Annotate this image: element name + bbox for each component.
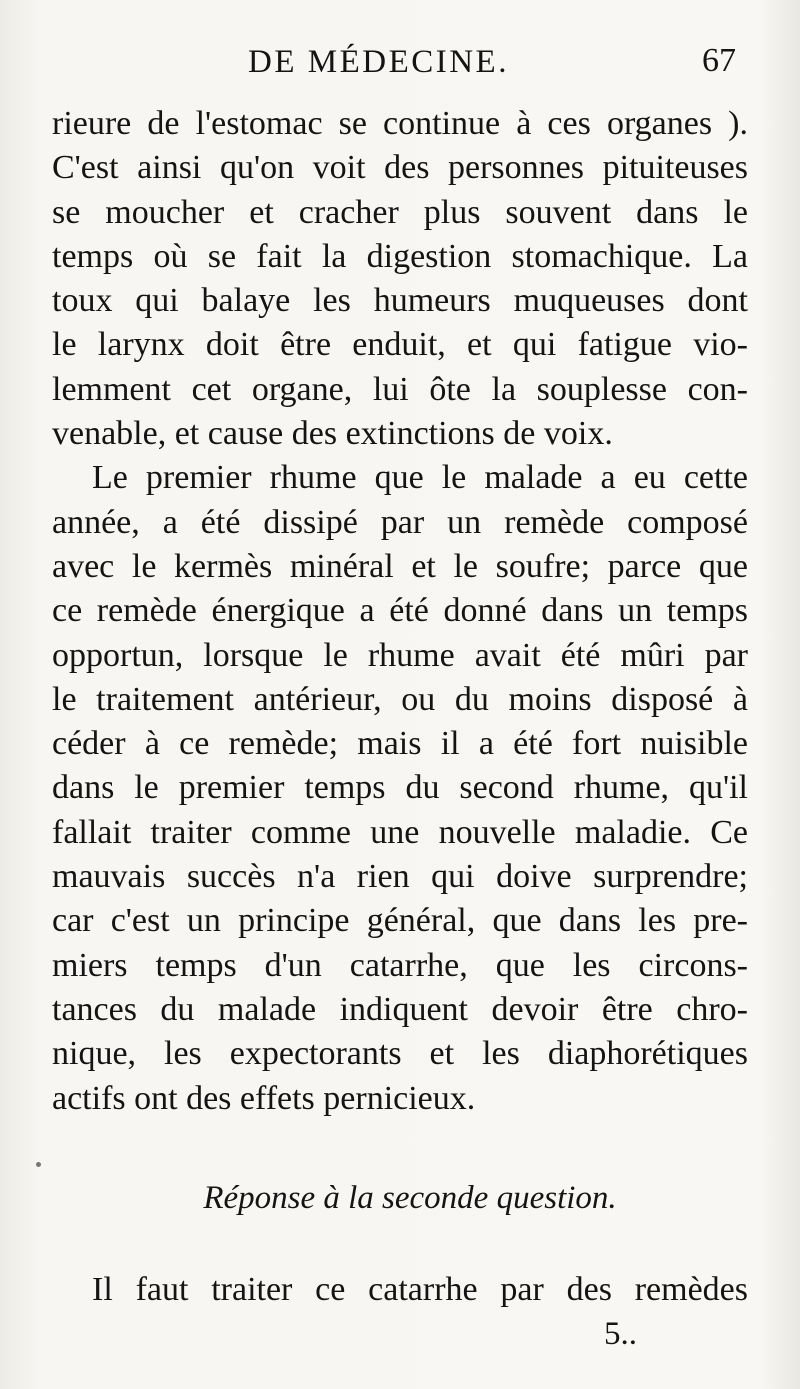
text-line: céder à ce remède; mais il a été fort nuisible bbox=[52, 725, 748, 763]
signature-mark: 5.. bbox=[604, 1316, 637, 1352]
text-line: mauvais succès n'a rien qui doive surprendre; bbox=[52, 858, 748, 896]
text-line: année, a été dissipé par un remède composé bbox=[52, 503, 748, 541]
text-line: Il faut traiter ce catarrhe par des remèdes bbox=[92, 1271, 748, 1308]
text-line: le traitement antérieur, ou du moins disposé à bbox=[52, 680, 748, 718]
text-line: tances du malade indiquent devoir être chro- bbox=[52, 990, 748, 1028]
text-line: le larynx doit être enduit, et qui fatigue vio- bbox=[52, 326, 748, 364]
text-line: fallait traiter comme une nouvelle maladie. Ce bbox=[52, 813, 748, 851]
text-line: dans le premier temps du second rhume, qu'il bbox=[52, 769, 748, 807]
text-line: se moucher et cracher plus souvent dans le bbox=[52, 193, 748, 231]
text-line: temps où se fait la digestion stomachique. La bbox=[52, 237, 748, 275]
text-line: C'est ainsi qu'on voit des personnes pituiteuses bbox=[52, 149, 748, 187]
text-line: toux qui balaye les humeurs muqueuses dont bbox=[52, 282, 748, 320]
text-line: Le premier rhume que le malade a eu cette bbox=[92, 459, 748, 497]
ink-speck bbox=[36, 1162, 41, 1167]
running-head: DE MÉDECINE. bbox=[248, 44, 509, 80]
text-line: rieure de l'estomac se continue à ces organes ). bbox=[52, 105, 748, 142]
text-line: miers temps d'un catarrhe, que les circons- bbox=[52, 946, 748, 984]
body-text-continued bbox=[52, 1268, 748, 1312]
text-line: actifs ont des effets pernicieux. bbox=[52, 1079, 476, 1117]
text-line: venable, et cause des extinctions de voix. bbox=[52, 415, 613, 453]
body-text bbox=[52, 102, 748, 1121]
text-line: nique, les expectorants et les diaphorétiques bbox=[52, 1035, 748, 1073]
text-line: lemment cet organe, lui ôte la souplesse con- bbox=[52, 370, 748, 408]
text-line: car c'est un principe général, que dans les pre- bbox=[52, 902, 748, 940]
text-line: opportun, lorsque le rhume avait été mûri par bbox=[52, 636, 748, 674]
text-line: avec le kermès minéral et le soufre; parce que bbox=[52, 547, 748, 585]
text-line: ce remède énergique a été donné dans un temps bbox=[52, 592, 748, 630]
section-heading: Réponse à la seconde question. bbox=[203, 1180, 617, 1216]
page-number: 67 bbox=[702, 42, 736, 79]
